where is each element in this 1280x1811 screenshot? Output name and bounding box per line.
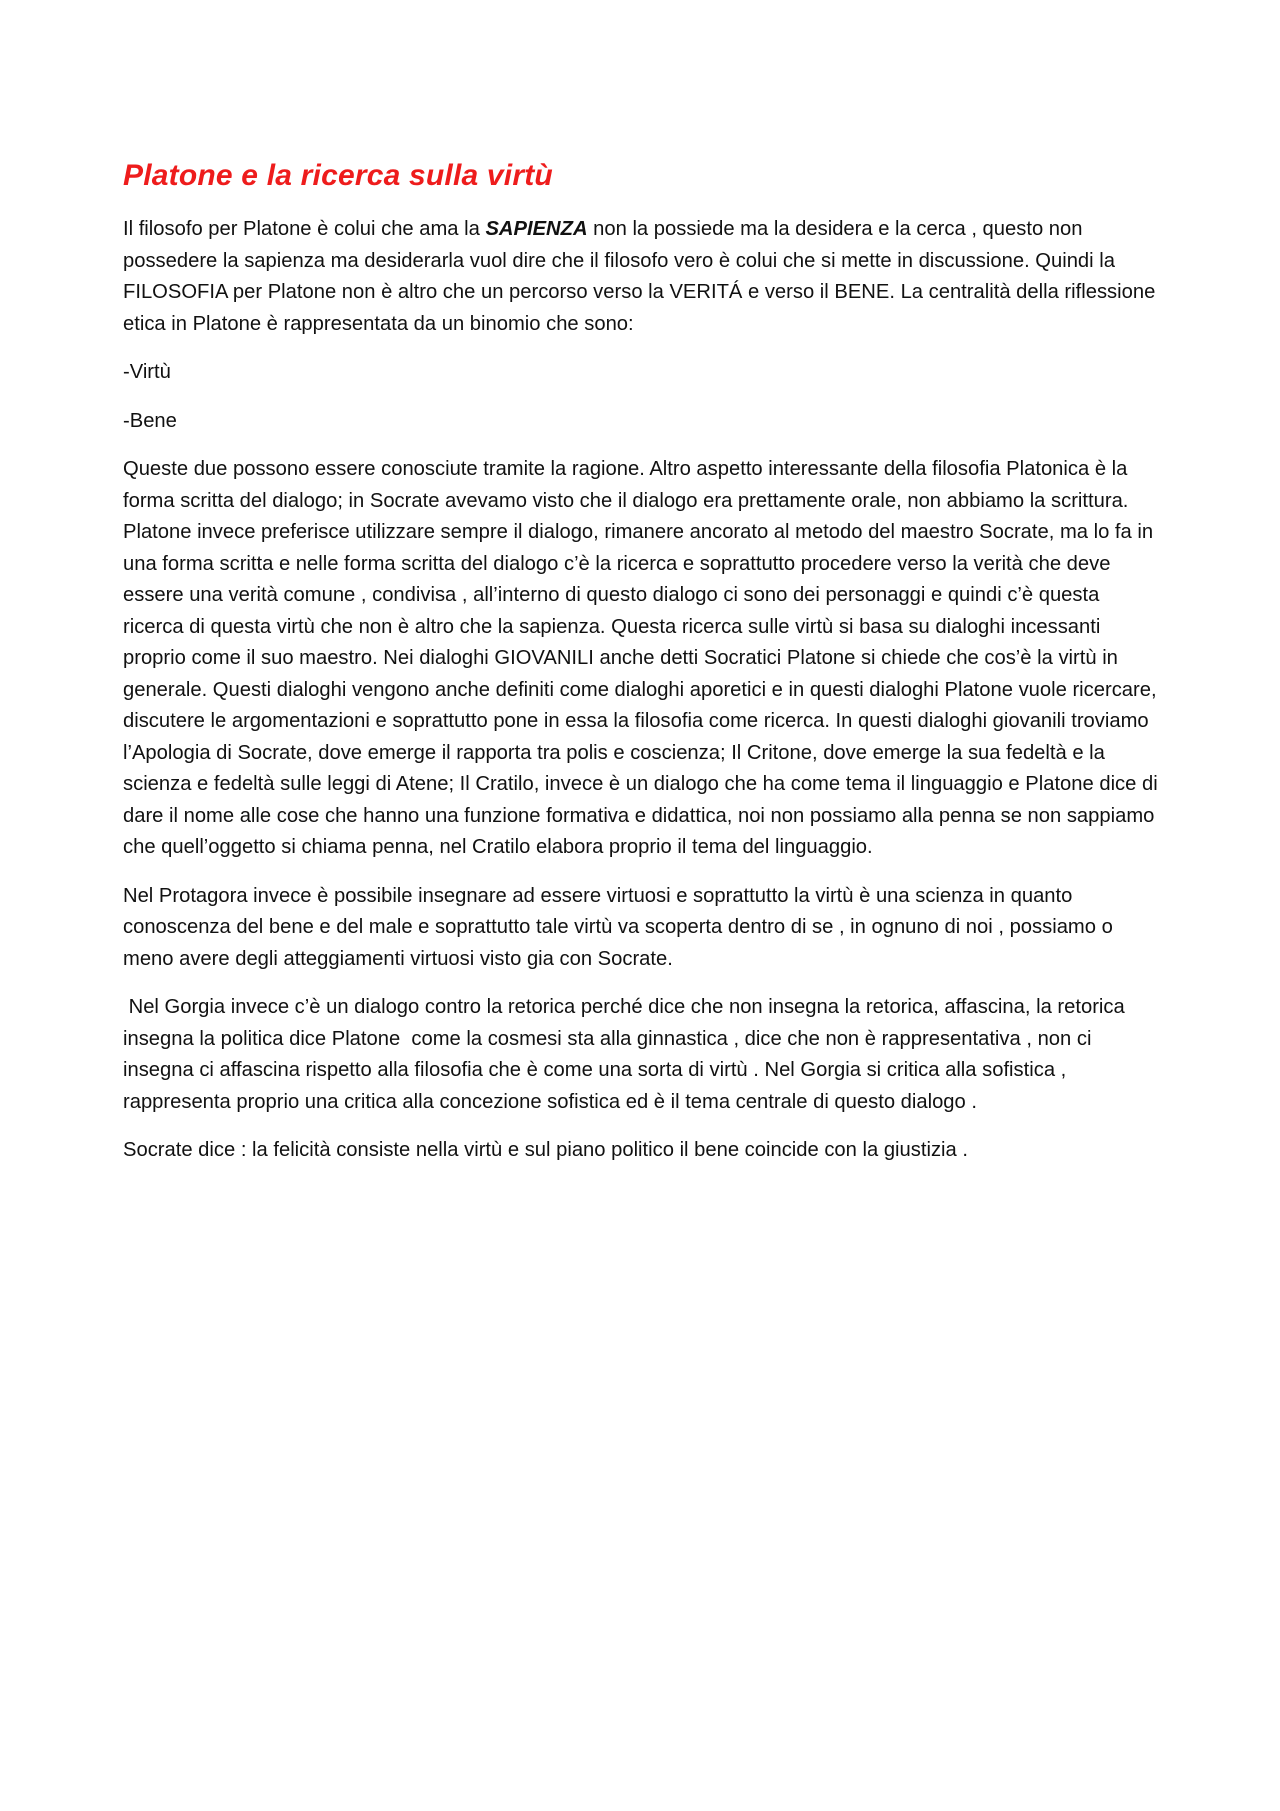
document-body: [123, 156, 1163, 1184]
intro-text-before: Il filosofo per Platone è colui che ama la: [123, 218, 486, 240]
list-item-bene: -Bene: [123, 409, 177, 432]
paragraph-socrate: Socrate dice : la felicità consiste nella virtù e sul piano politico il bene coincide con la giustizia .: [123, 1139, 968, 1161]
intro-text-after: non la possiede ma la desidera e la cerca , questo non possedere la sapienza ma desiderarla vuol dire che il filosofo vero è colui che si mette in discussione. Quindi la FILOSOFIA per Platone non è altro che un percorso verso la VERITÁ e verso il BENE. La centralità della riflessione etica in Platone è rappresentata da un binomio che sono:: [123, 218, 1156, 335]
paragraph-dialogo: Queste due possono essere conosciute tramite la ragione. Altro aspetto interessante della filosofia Platonica è la forma scritta del dialogo; in Socrate avevamo visto che il dialogo era prettamente orale, non abbiamo la scrittura. Platone invece preferisce utilizzare sempre il dialogo, rimanere ancorato al metodo del maestro Socrate, ma lo fa in una forma scritta e nelle forma scritta del dialogo c’è la ricerca e soprattutto procedere verso la verità che deve essere una verità comune , condivisa , all’interno di questo dialogo ci sono dei personaggi e quindi c’è questa ricerca di questa virtù che non è altro che la sapienza. Questa ricerca sulle virtù si basa su dialoghi incessanti proprio come il suo maestro. Nei dialoghi GIOVANILI anche detti Socratici Platone si chiede che cos’è la virtù in generale. Questi dialoghi vengono anche definiti come dialoghi aporetici e in questi dialoghi Platone vuole ricercare, discutere le argomentazioni e soprattutto pone in essa la filosofia come ricerca. In questi dialoghi giovanili troviamo l’Apologia di Socrate, dove emerge il rapporta tra polis e coscienza; Il Critone, dove emerge la sua fedeltà e la scienza e fedeltà sulle leggi di Atene; Il Cratilo, invece è un dialogo che ha come tema il linguaggio e Platone dice di dare il nome alle cose che hanno una funzione formativa e didattica, noi non possiamo alla penna se non sappiamo che quell’oggetto si chiama penna, nel Cratilo elabora proprio il tema del linguaggio.: [123, 458, 1158, 858]
intro-paragraph: [123, 214, 1163, 340]
list-item-virtu: -Virtù: [123, 361, 171, 383]
intro-emphasis: SAPIENZA: [485, 218, 588, 240]
document-title: Platone e la ricerca sulla virtù: [123, 159, 553, 192]
paragraph-protagora: Nel Protagora invece è possibile insegnare ad essere virtuosi e soprattutto la virtù è una scienza in quanto conoscenza del bene e del male e soprattutto tale virtù va scoperta dentro di se , in ognuno di noi , possiamo o meno avere degli atteggiamenti virtuosi visto gia con Socrate.: [123, 884, 1113, 970]
paragraph-gorgia: Nel Gorgia invece c’è un dialogo contro la retorica perché dice che non insegna la retorica, affascina, la retorica insegna la politica dice Platone come la cosmesi sta alla ginnastica , dice che non è rappresentativa , non ci insegna ci affascina rispetto alla filosofia che è come una sorta di virtù . Nel Gorgia si critica alla sofistica , rappresenta proprio una critica alla concezione sofistica ed è il tema centrale di questo dialogo .: [123, 996, 1131, 1113]
